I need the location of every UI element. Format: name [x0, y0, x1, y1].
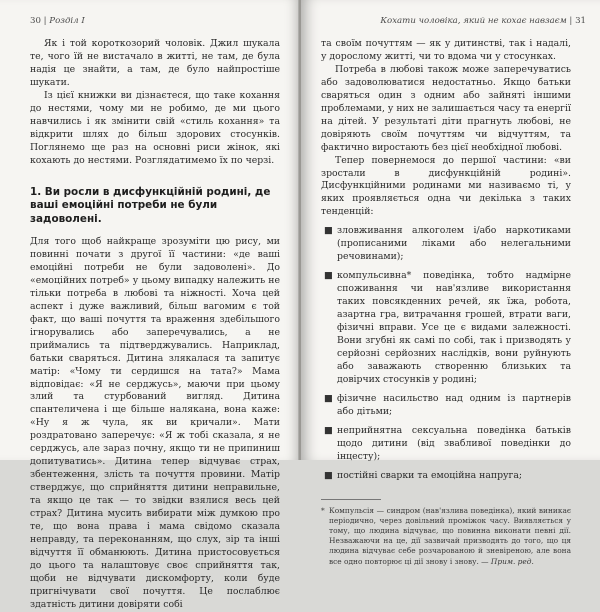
bullet-square-icon: ■: [324, 469, 333, 481]
left-running-head: [30, 16, 85, 26]
right-page-number: 31: [575, 16, 586, 26]
left-body-text: [30, 38, 280, 612]
footnote-editor-note: — Прим. ред.: [481, 556, 534, 566]
right-running-head: [380, 16, 586, 26]
list-item-text: неприйнятна сексуальна поведінка батьків щодо дитини (від звабливої поведінки до інцесту);: [337, 424, 571, 462]
paragraph: Тепер повернемося до першої частини: «ви зростали в дисфункційній родині». Дисфункційними родинами ми називаємо ті, у яких проявляється одна чи декілька з таких тенденцій:: [321, 154, 571, 218]
left-page: [0, 0, 299, 610]
list-item-text: фізичне насильство над одним із партнерів або дітьми;: [337, 392, 571, 417]
paragraph: та своїм почуттям — як у дитинстві, так і надалі, у дорослому житті, чи то вдома чи у стосунках.: [321, 38, 571, 62]
list-item-text: постійні сварки та емоційна напруга;: [337, 469, 523, 481]
footnote-text: Компульсія — синдром (нав'язлива поведінка), який виникає періодично, через довільний проміжок часу. Виявляється у тому, що людина відчуває, що повинна виконати певні дії. Незважаючи на це, дії зазвичай призводять до того, що ця людина відчуває себе розчарованою й зневіреною, але вона все одно повторює ці дії знову і знову.: [329, 505, 571, 566]
bullet-square-icon: ■: [324, 392, 333, 404]
footnote-marker: *: [321, 505, 325, 515]
list-item: [321, 470, 571, 483]
section-heading: 1. Ви росли в дисфункційній родині, де ваші емоційні потреби не були задоволені.: [30, 185, 271, 225]
bullet-square-icon: ■: [324, 424, 333, 436]
paragraph: Потреба в любові також може заперечуватись або задоволюватися недостатньо. Якщо батьки сваряться один з одним або зайняті іншими проблемами, у них не залишається часу та енергії на дітей. У результаті діти прагнуть любові, не довіряють своїм почуттям чи відчуттям, та фактично виростають без цієї необхідної любові.: [321, 63, 571, 153]
bullet-square-icon: ■: [324, 225, 333, 237]
paragraph: Із цієї книжки ви дізнаєтеся, що таке кохання до нестями, чому ми не робимо, де ми цього навчились і як змінити свій «стиль кохання» та відкрити шлях до більш здорових стосунків. Поглянемо ще раз на основні риси жінок, які кохають до нестями. Розглядатимемо їх по черзі.: [30, 89, 280, 166]
footnote: [321, 506, 571, 567]
right-page: [301, 0, 600, 566]
list-item-text: зловживання алкоголем і/або наркотиками (прописаними ліками або нелегальними речовинами);: [337, 225, 571, 263]
left-page-number: 30: [30, 16, 41, 26]
right-head-separator: |: [566, 16, 576, 26]
footnote-divider: [321, 499, 381, 500]
right-running-title: Кохати чоловіка, який не кохає навзаєм: [380, 16, 567, 26]
list-item: [321, 425, 571, 464]
right-body-text: [321, 38, 571, 567]
list-item-text: компульсивна* поведінка, тобто надмірне споживання чи нав'язливе використання таких повсякденних речей, як їжа, робота, азартна гра, витрачання грошей, втрати ваги, фізичні вправи. Усе це є видами залежності. Вони згубні як самі по собі, так і призводять у серйозні серйозних наслідків, вони руйнують або заважають створенню близьких та довірчих стосунків у родині;: [337, 270, 571, 385]
left-running-title: Розділ І: [49, 16, 85, 26]
paragraph: Як і той короткозорий чоловік. Джил шукала те, чого їй не вистачало в житті, не там, де була надія це знайти, а там, де було найпростіше шукати.: [30, 38, 280, 88]
list-item: [321, 270, 571, 387]
bullet-square-icon: ■: [324, 270, 333, 282]
left-head-separator: |: [40, 16, 50, 26]
list-item: [321, 393, 571, 419]
list-item: [321, 225, 571, 264]
paragraph: Для того щоб найкраще зрозуміти цю рису, ми повинні почати з другої її частини: «де ваші емоційні потреби не були задоволені». До «емоційних потреб» у цьому випадку належить не тільки потреба в любові та ніжності. Хоча цей аспект і дуже важливий, більш вагомим є той факт, що ваші почуття та враження здебільшого ігнорувались або заперечувались, а не приймались та підтверджувались. Наприклад, батьки сваряться. Дитина злякалася та запитує матір: «Чому ти сердишся на тата?» Мама відповідає: «Я не серджусь», маючи при цьому злий та стурбований вигляд. Дитина спантеличена і ще більше налякана, вона каже: «Ну я ж чула, як ви кричали». Мати роздратовано заперечує: «Я ж тобі сказала, я не серджусь, але зараз почну, якщо ти не припиниш допитуватись». Дитина тепер відчуває страх, збентеження, злість та почуття провини. Матір стверджує, що сприйняття дитини неправильне, та якщо це так — то звідки взялися весь цей страх? Дитина мусить вибирати між думкою про те, що вона права і мама свідомо сказала неправду, та переконанням, що слух, зір та інші відчуття її обманюють. Дитина пристосовується до цього та налаштовує своє сприйняття так, щоби не відчувати дискомфорту, коли буде пригнічувати свої почуття. Це послаблює здатність дитини довіряти собі: [30, 236, 280, 610]
